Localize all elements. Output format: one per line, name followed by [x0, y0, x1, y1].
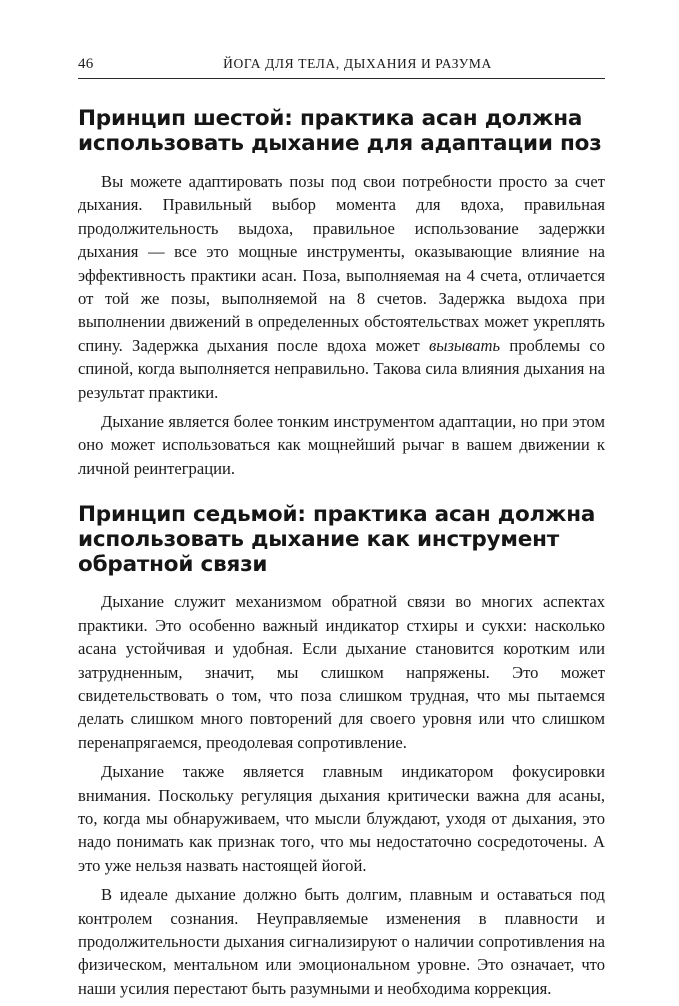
body-paragraph: Дыхание служит механизмом обратной связи во многих аспектах практики. Это особенно важный индикатор стхиры и сукхи: насколько асана устойчивая и удобная. Если дыхание становится коротким или затрудненным, значит, мы слишком напряжены. Это может свидетельствовать о том, что поза слишком трудная, что мы пытаемся делать слишком много повторений для своего уровня или что слишком перенапрягаемся, преодолевая сопротивление.: [78, 592, 605, 752]
section-heading: Принцип шестой: практика асан должна использовать дыхание для адаптации поз: [78, 106, 602, 156]
section-principle-six: [78, 106, 605, 480]
emphasized-word: вызывать: [429, 335, 501, 355]
body-paragraph: Дыхание также является главным индикатором фокусировки внимания. Поскольку регуляция дыхания критически важна для асаны, то, когда мы обнаруживаем, что мысли блуждают, уходя от дыхания, это надо понимать как признак того, что мы недостаточно сосредоточены. А это уже нельзя назвать настоящей йогой.: [78, 762, 605, 875]
page-number: 46: [78, 56, 94, 72]
paragraph-text: проблемы со спиной, когда выполняется неправильно. Такова сила влияния дыхания на результат практики.: [78, 335, 605, 402]
book-page: [78, 56, 605, 1006]
paragraph-text: Вы можете адаптировать позы под свои потребности просто за счет дыхания. Правильный выбор момента для вдоха, правильная продолжительность выдоха, правильное использование задержки дыхания — все это мощные инструменты, оказывающие влияние на эффективность практики асан. Поза, выполняемая на 4 счета, отличается от той же позы, выполняемой на 8 счетов. Задержка выдоха при выполнении движений в определенных обстоятельствах может укреплять спину. Задержка дыхания после вдоха может: [78, 172, 605, 355]
running-header: [78, 56, 605, 79]
section-heading: Принцип седьмой: практика асан должна использовать дыхание как инструмент обратной связи: [78, 502, 596, 578]
section-principle-seven: [78, 502, 605, 1000]
body-paragraph: Дыхание является более тонким инструментом адаптации, но при этом оно может использоваться как мощнейший рычаг в вашем движении к личной реинтеграции.: [78, 412, 605, 478]
running-book-title: ЙОГА ДЛЯ ТЕЛА, ДЫХАНИЯ И РАЗУМА: [223, 56, 492, 71]
body-paragraph: [78, 170, 605, 404]
body-paragraph: В идеале дыхание должно быть долгим, плавным и оставаться под контролем сознания. Неуправляемые изменения в плавности и продолжительности дыхания сигнализируют о наличии сопротивления на физическом, ментальном или эмоциональном уровне. Это означает, что наши усилия перестают быть разумными и необходима коррекция.: [78, 885, 605, 998]
